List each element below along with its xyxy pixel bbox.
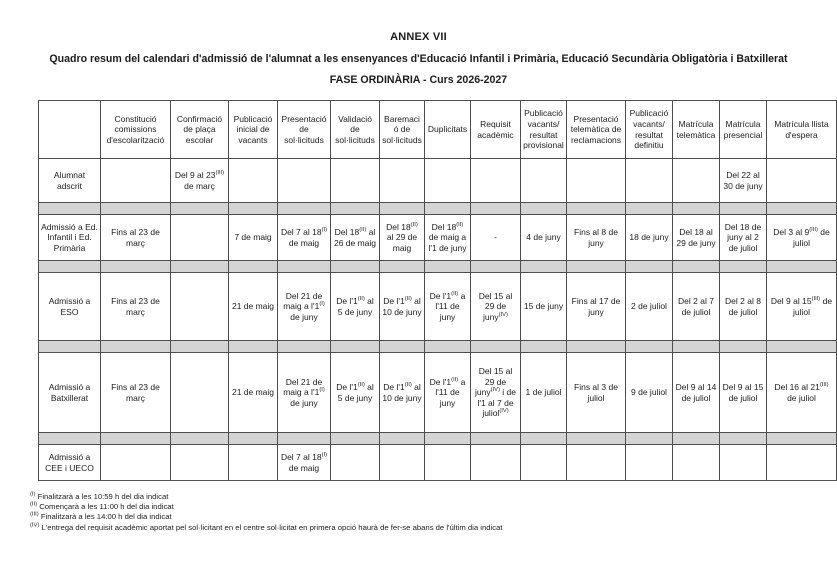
calendar-cell: Del 18 al 29 de juny	[673, 215, 720, 261]
separator-cell	[521, 203, 567, 215]
calendar-cell: Del 22 al 30 de juny	[720, 159, 767, 203]
separator-cell	[626, 261, 673, 273]
footnote-ref: (II)	[404, 296, 412, 303]
footnote-ref: (II)	[357, 382, 365, 389]
calendar-cell: De $l'1^{(II)}$ al 5 de juny	[331, 353, 380, 433]
footnotes-block	[30, 492, 503, 533]
calendar-cell: De $l'1^{(II)}$ al 10 de juny	[380, 353, 425, 433]
calendar-cell: 9 de juliol	[626, 353, 673, 433]
footnote-marker: (III)	[30, 511, 39, 518]
separator-row	[39, 433, 837, 445]
row-label: Admissió a Ed. Infantil i Ed. Primària	[39, 215, 101, 261]
separator-cell	[567, 341, 626, 353]
calendar-cell: Fins al 23 de març	[101, 215, 171, 261]
column-header: Constitució comissions d'escolarització	[101, 101, 171, 159]
footnote: $^{(III)}$ Finalitzarà a les 14:00 h del dia indicat	[30, 511, 172, 522]
calendar-cell: Del 2 al 8 de juliol	[720, 273, 767, 341]
table-row	[39, 159, 837, 203]
calendar-cell	[720, 445, 767, 481]
separator-cell	[229, 261, 278, 273]
calendar-cell: Fins al 23 de març	[101, 353, 171, 433]
separator-cell	[471, 433, 521, 445]
calendar-cell: Del 21 de maig a $l'1^{(I)}$ de juny	[278, 353, 331, 433]
calendar-cell	[331, 159, 380, 203]
separator-cell	[673, 203, 720, 215]
calendar-cell: 1 de juliol	[521, 353, 567, 433]
footnote-marker: (II)	[30, 501, 38, 508]
separator-cell	[673, 261, 720, 273]
column-header: Validació de sol·licituds	[331, 101, 380, 159]
footnote-marker: (I)	[30, 491, 36, 498]
calendar-cell	[425, 159, 471, 203]
table-row	[39, 353, 837, 433]
footnote-ref: (IV)	[498, 311, 508, 318]
footnote: $^{(I)}$ Finalitzarà a les 10:59 h del dia indicat	[30, 491, 169, 501]
calendar-cell	[567, 159, 626, 203]
separator-cell	[39, 433, 101, 445]
calendar-cell: 21 de maig	[229, 273, 278, 341]
separator-cell	[331, 341, 380, 353]
separator-cell	[673, 341, 720, 353]
separator-cell	[720, 203, 767, 215]
footnote-ref: (II)	[404, 382, 412, 389]
separator-cell	[380, 341, 425, 353]
calendar-cell	[521, 445, 567, 481]
calendar-cell	[425, 445, 471, 481]
calendar-cell: Del 18 de juny al 2 de juliol	[720, 215, 767, 261]
calendar-cell	[171, 273, 229, 341]
calendar-cell: Del $18^{(II)}$ al 29 de maig	[380, 215, 425, 261]
separator-cell	[278, 433, 331, 445]
separator-cell	[101, 203, 171, 215]
separator-row	[39, 261, 837, 273]
separator-cell	[229, 433, 278, 445]
calendar-cell	[171, 353, 229, 433]
footnote-ref: (IV)	[499, 408, 509, 415]
column-header: Confirmació de plaça escolar	[171, 101, 229, 159]
admission-calendar-table	[38, 100, 837, 481]
separator-cell	[673, 433, 720, 445]
separator-cell	[278, 203, 331, 215]
column-header: Publicació vacants/ resultat definitiu	[626, 101, 673, 159]
calendar-cell	[229, 159, 278, 203]
calendar-cell: Del $18^{(II)}$ de maig a l'1 de juny	[425, 215, 471, 261]
calendar-cell	[331, 445, 380, 481]
calendar-cell	[171, 445, 229, 481]
column-header: Requisit acadèmic	[471, 101, 521, 159]
footnote-ref: (II)	[357, 296, 365, 303]
separator-cell	[171, 433, 229, 445]
column-header: Matrícula presencial	[720, 101, 767, 159]
calendar-cell: De $l'1^{(II)}$ a l'11 de juny	[425, 273, 471, 341]
separator-cell	[567, 433, 626, 445]
calendar-cell: Del 15 al 29 de juny$^{(IV)}$ i de l'1 al 7 de juliol$^{(IV)}$	[471, 353, 521, 433]
calendar-cell: 4 de juny	[521, 215, 567, 261]
footnote-ref: (II)	[451, 376, 459, 383]
column-header: Matrícula telemàtica	[673, 101, 720, 159]
separator-cell	[767, 341, 837, 353]
separator-cell	[380, 433, 425, 445]
separator-cell	[101, 341, 171, 353]
separator-cell	[39, 341, 101, 353]
footnote-ref: (II)	[451, 290, 459, 297]
table-header-row	[39, 101, 837, 159]
footnote-ref: (III)	[819, 382, 829, 389]
column-header: Publicació vacants/ resultat provisional	[521, 101, 567, 159]
column-header: Matrícula llista d'espera	[767, 101, 837, 159]
calendar-cell: -	[471, 215, 521, 261]
calendar-cell: Del $18^{(II)}$ al 26 de maig	[331, 215, 380, 261]
document-title: Quadro resum del calendari d'admissió de l'alumnat a les ensenyances d'Educació Infantil i Primària, Educació Secundària Obligatòria i Batxillerat	[49, 53, 788, 65]
calendar-cell: Del 2 al 7 de juliol	[673, 273, 720, 341]
separator-cell	[471, 341, 521, 353]
calendar-cell: 2 de juliol	[626, 273, 673, 341]
footnote-ref: (II)	[456, 221, 464, 228]
separator-cell	[331, 203, 380, 215]
column-header: Duplicitats	[425, 101, 471, 159]
row-label: Admissió a CEE i UECO	[39, 445, 101, 481]
calendar-cell: Del 15 al 29 de juny$^{(IV)}$	[471, 273, 521, 341]
calendar-cell	[471, 445, 521, 481]
calendar-cell: 15 de juny	[521, 273, 567, 341]
separator-cell	[380, 203, 425, 215]
calendar-cell: Del 7 al $18^{(I)}$ de maig	[278, 215, 331, 261]
separator-cell	[521, 261, 567, 273]
separator-cell	[567, 261, 626, 273]
calendar-cell	[471, 159, 521, 203]
row-label: Admissió a Batxillerat	[39, 353, 101, 433]
calendar-cell: De $l'1^{(II)}$ al 5 de juny	[331, 273, 380, 341]
footnote-ref: (III)	[809, 227, 818, 234]
separator-cell	[767, 261, 837, 273]
calendar-cell: Del 9 al $23^{(III)}$ de març	[171, 159, 229, 203]
column-header: Presentació telemàtica de reclamacions	[567, 101, 626, 159]
footnote: $^{(II)}$ Començarà a les 11:00 h del dia indicat	[30, 501, 174, 512]
separator-cell	[521, 341, 567, 353]
separator-cell	[171, 341, 229, 353]
separator-cell	[471, 261, 521, 273]
separator-cell	[425, 261, 471, 273]
calendar-cell	[673, 159, 720, 203]
calendar-cell: 7 de maig	[229, 215, 278, 261]
calendar-cell	[278, 159, 331, 203]
calendar-cell: Del 16 al $21^{(III)}$ de juliol	[767, 353, 837, 433]
separator-cell	[229, 341, 278, 353]
separator-cell	[229, 203, 278, 215]
calendar-cell	[101, 159, 171, 203]
separator-row	[39, 203, 837, 215]
calendar-cell: Del 3 al $9^{(III)}$ de juliol	[767, 215, 837, 261]
separator-cell	[39, 261, 101, 273]
calendar-cell: Del 7 al $18^{(I)}$ de maig	[278, 445, 331, 481]
separator-cell	[425, 433, 471, 445]
calendar-cell	[229, 445, 278, 481]
row-label: Alumnat adscrit	[39, 159, 101, 203]
calendar-cell: Fins al 8 de juny	[567, 215, 626, 261]
calendar-cell: Del 9 al 14 de juliol	[673, 353, 720, 433]
document-subtitle: FASE ORDINÀRIA - Curs 2026-2027	[329, 74, 508, 86]
column-header: Baremació de sol·licituds	[380, 101, 425, 159]
calendar-cell	[101, 445, 171, 481]
calendar-cell: Fins al 3 de juliol	[567, 353, 626, 433]
footnote-ref: (I)	[319, 301, 325, 308]
separator-cell	[171, 261, 229, 273]
calendar-cell	[521, 159, 567, 203]
calendar-cell	[380, 159, 425, 203]
separator-cell	[101, 433, 171, 445]
annex-label: ANNEX VII	[390, 31, 447, 43]
separator-cell	[626, 341, 673, 353]
table-row	[39, 215, 837, 261]
calendar-cell	[171, 215, 229, 261]
row-label: Admissió a ESO	[39, 273, 101, 341]
calendar-cell: De $l'1^{(II)}$ al 10 de juny	[380, 273, 425, 341]
separator-cell	[39, 203, 101, 215]
separator-cell	[331, 433, 380, 445]
calendar-cell	[626, 159, 673, 203]
column-header: Publicació inicial de vacants	[229, 101, 278, 159]
footnote-ref: (I)	[319, 387, 325, 394]
calendar-cell	[673, 445, 720, 481]
separator-cell	[101, 261, 171, 273]
calendar-cell	[567, 445, 626, 481]
footnote-marker: (IV)	[30, 522, 40, 529]
table-row	[39, 273, 837, 341]
separator-cell	[521, 433, 567, 445]
footnote-ref: (III)	[215, 170, 225, 177]
footnote-ref: (II)	[359, 227, 367, 234]
footnote-ref: (I)	[321, 452, 328, 459]
separator-cell	[720, 433, 767, 445]
separator-cell	[720, 341, 767, 353]
separator-cell	[425, 341, 471, 353]
calendar-cell: 18 de juny	[626, 215, 673, 261]
calendar-cell	[767, 445, 837, 481]
column-header: Presentació de sol·licituds	[278, 101, 331, 159]
calendar-cell: Del 9 al $15^{(III)}$ de juliol	[767, 273, 837, 341]
separator-cell	[767, 203, 837, 215]
separator-cell	[626, 203, 673, 215]
separator-cell	[471, 203, 521, 215]
separator-cell	[331, 261, 380, 273]
calendar-cell: 21 de maig	[229, 353, 278, 433]
calendar-cell	[380, 445, 425, 481]
separator-cell	[626, 433, 673, 445]
footnote-ref: (III)	[811, 296, 821, 303]
corner-cell	[39, 101, 101, 159]
footnote: $^{(IV)}$ L'entrega del requisit acadèmic aportat pel sol·licitant en el centre sol·licitat en primera opció haurà de fer-se abans de l'últim dia indicat	[30, 522, 503, 532]
calendar-cell: Del 9 al 15 de juliol	[720, 353, 767, 433]
footnote-ref: (II)	[410, 221, 418, 228]
calendar-cell	[767, 159, 837, 203]
calendar-cell: Fins al 23 de març	[101, 273, 171, 341]
separator-cell	[425, 203, 471, 215]
table-row	[39, 445, 837, 481]
separator-cell	[171, 203, 229, 215]
footnote-ref: (I)	[321, 227, 328, 234]
separator-row	[39, 341, 837, 353]
separator-cell	[720, 261, 767, 273]
separator-cell	[767, 433, 837, 445]
calendar-cell: De $l'1^{(II)}$ a l'11 de juny	[425, 353, 471, 433]
separator-cell	[278, 341, 331, 353]
calendar-cell: Fins al 17 de juny	[567, 273, 626, 341]
calendar-cell	[626, 445, 673, 481]
separator-cell	[278, 261, 331, 273]
calendar-cell: Del 21 de maig a $l'1^{(I)}$ de juny	[278, 273, 331, 341]
separator-cell	[567, 203, 626, 215]
footnote-ref: (IV)	[490, 387, 500, 394]
separator-cell	[380, 261, 425, 273]
